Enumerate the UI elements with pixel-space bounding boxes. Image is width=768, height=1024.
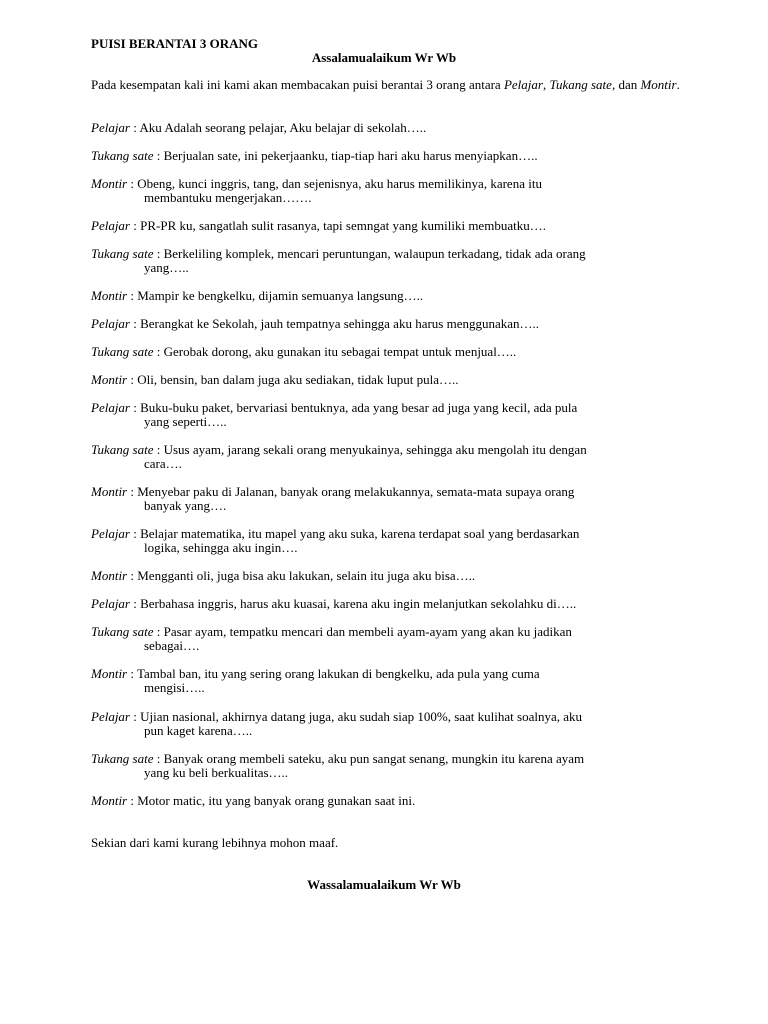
- line-text: : Aku Adalah seorang pelajar, Aku belajar di sekolah…..: [130, 120, 427, 135]
- poem-line: [91, 527, 681, 555]
- line-text: : Berbahasa inggris, harus aku kuasai, karena aku ingin melanjutkan sekolahku di…..: [130, 596, 577, 611]
- speaker-name: Montir: [91, 372, 128, 387]
- line-continuation: yang ku beli berkualitas…..: [144, 765, 289, 780]
- line-text: : Belajar matematika, itu mapel yang aku suka, karena terdapat soal yang berdasarkan: [130, 526, 580, 541]
- opening-greeting: Assalamualaikum Wr Wb: [311, 50, 457, 65]
- line-text: : Obeng, kunci inggris, tang, dan sejenisnya, aku harus memilikinya, karena itu: [127, 176, 542, 191]
- line-text: : Mengganti oli, juga bisa aku lakukan, selain itu juga aku bisa…..: [127, 568, 476, 583]
- poem-line: [91, 752, 681, 780]
- poem-line: [91, 219, 681, 233]
- line-continuation: yang…..: [144, 260, 189, 275]
- speaker-name: Pelajar: [91, 709, 130, 724]
- poem-line: [91, 247, 681, 275]
- speaker-name: Montir: [91, 793, 128, 808]
- intro-separator: ,: [542, 77, 550, 92]
- intro-end: .: [676, 77, 680, 92]
- poem-line: [91, 710, 681, 738]
- speaker-name: Tukang sate: [91, 624, 154, 639]
- line-text: : Gerobak dorong, aku gunakan itu sebagai tempat untuk menjual…..: [153, 344, 517, 359]
- intro-role-montir: Montir: [640, 77, 677, 92]
- poem-line: [91, 625, 681, 653]
- intro-role-tukang-sate: Tukang sate: [549, 77, 612, 92]
- speaker-name: Tukang sate: [91, 751, 154, 766]
- speaker-name: Pelajar: [91, 218, 130, 233]
- line-text: : Menyebar paku di Jalanan, banyak orang melakukannya, semata-mata supaya orang: [127, 484, 575, 499]
- speaker-name: Pelajar: [91, 316, 130, 331]
- speaker-name: Tukang sate: [91, 148, 154, 163]
- line-text: : Ujian nasional, akhirnya datang juga, aku sudah siap 100%, saat kulihat soalnya, aku: [130, 709, 582, 724]
- poem-line: [91, 289, 681, 303]
- line-text: : Motor matic, itu yang banyak orang gunakan saat ini.: [127, 793, 416, 808]
- line-continuation: banyak yang….: [144, 498, 227, 513]
- speaker-name: Tukang sate: [91, 246, 154, 261]
- line-continuation: yang seperti…..: [144, 414, 227, 429]
- poem-line: [91, 373, 681, 387]
- poem-line: [91, 121, 681, 135]
- poem-line: [91, 345, 681, 359]
- line-text: : Pasar ayam, tempatku mencari dan membeli ayam-ayam yang akan ku jadikan: [153, 624, 572, 639]
- line-text: : Berjualan sate, ini pekerjaanku, tiap-tiap hari aku harus menyiapkan…..: [153, 148, 538, 163]
- line-text: : PR-PR ku, sangatlah sulit rasanya, tapi semngat yang kumiliki membuatku….: [130, 218, 546, 233]
- intro-text: Pada kesempatan kali ini kami akan membacakan puisi berantai 3 orang antara: [91, 77, 504, 92]
- speaker-name: Montir: [91, 484, 128, 499]
- line-text: : Usus ayam, jarang sekali orang menyukainya, sehingga aku mengolah itu dengan: [153, 442, 587, 457]
- line-continuation: membantuku mengerjakan…….: [144, 190, 312, 205]
- line-continuation: cara….: [144, 456, 182, 471]
- poem-line: [91, 794, 681, 808]
- poem-line: [91, 485, 681, 513]
- intro-separator: , dan: [611, 77, 641, 92]
- speaker-name: Tukang sate: [91, 344, 154, 359]
- poem-line: [91, 401, 681, 429]
- poem-line: [91, 177, 681, 205]
- speaker-name: Montir: [91, 288, 128, 303]
- speaker-name: Pelajar: [91, 400, 130, 415]
- poem-line: [91, 149, 681, 163]
- line-text: : Buku-buku paket, bervariasi bentuknya, ada yang besar ad juga yang kecil, ada pula: [130, 400, 578, 415]
- speaker-name: Tukang sate: [91, 442, 154, 457]
- speaker-name: Montir: [91, 568, 128, 583]
- intro-paragraph: [91, 78, 681, 92]
- speaker-name: Pelajar: [91, 120, 130, 135]
- document-title: PUISI BERANTAI 3 ORANG: [91, 36, 258, 51]
- line-text: : Berangkat ke Sekolah, jauh tempatnya sehingga aku harus menggunakan…..: [130, 316, 540, 331]
- line-text: : Banyak orang membeli sateku, aku pun sangat senang, mungkin itu karena ayam: [153, 751, 585, 766]
- intro-role-pelajar: Pelajar: [503, 77, 543, 92]
- line-continuation: logika, sehingga aku ingin….: [144, 540, 298, 555]
- poem-line: [91, 597, 681, 611]
- line-continuation: pun kaget karena…..: [144, 723, 253, 738]
- closing-statement: Sekian dari kami kurang lebihnya mohon maaf.: [91, 835, 339, 850]
- line-text: : Tambal ban, itu yang sering orang lakukan di bengkelku, ada pula yang cuma: [127, 666, 540, 681]
- poem-line: [91, 317, 681, 331]
- poem-line: [91, 443, 681, 471]
- speaker-name: Pelajar: [91, 526, 130, 541]
- closing-greeting: Wassalamualaikum Wr Wb: [307, 877, 461, 892]
- line-continuation: mengisi…..: [144, 680, 205, 695]
- speaker-name: Pelajar: [91, 596, 130, 611]
- line-continuation: sebagai….: [144, 638, 200, 653]
- speaker-name: Montir: [91, 666, 128, 681]
- poem-line: [91, 667, 681, 695]
- line-text: : Oli, bensin, ban dalam juga aku sediakan, tidak luput pula…..: [127, 372, 459, 387]
- line-text: : Berkeliling komplek, mencari peruntungan, walaupun terkadang, tidak ada orang: [153, 246, 586, 261]
- poem-line: [91, 569, 681, 583]
- line-text: : Mampir ke bengkelku, dijamin semuanya langsung…..: [127, 288, 424, 303]
- speaker-name: Montir: [91, 176, 128, 191]
